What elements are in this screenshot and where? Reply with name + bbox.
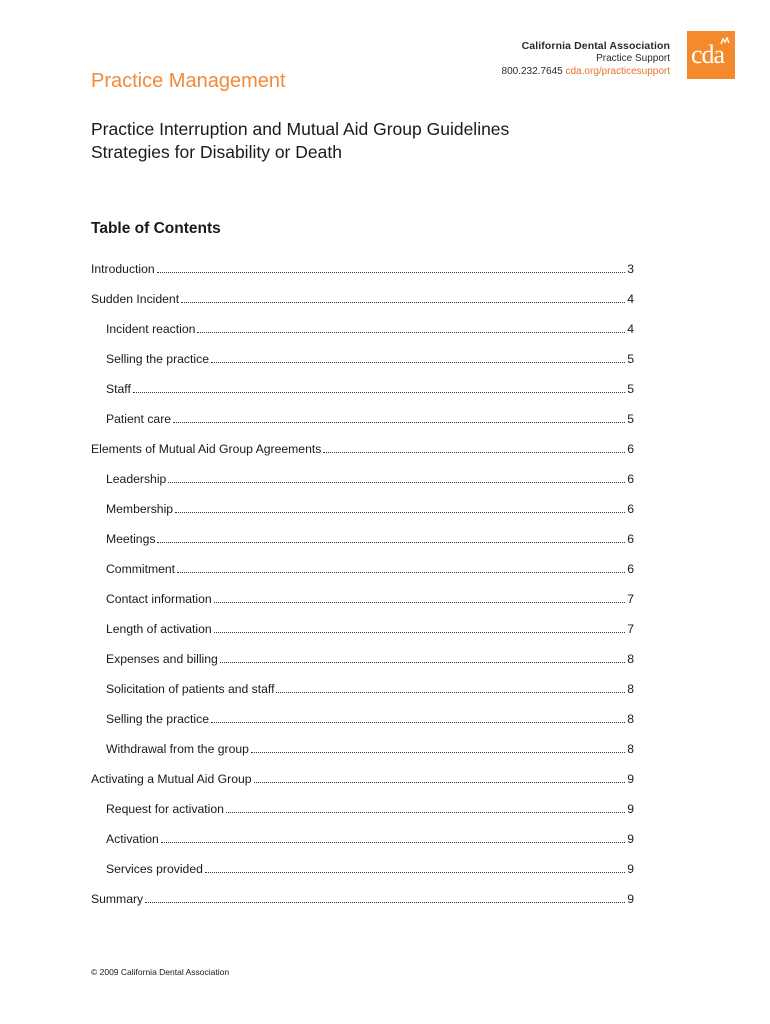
org-url: cda.org/practicesupport <box>565 66 670 77</box>
toc-leader-dots <box>168 482 625 483</box>
toc-entry[interactable] <box>91 772 634 802</box>
toc-entry[interactable] <box>91 682 634 712</box>
toc-leader-dots <box>226 812 625 813</box>
toc-entry[interactable] <box>91 352 634 382</box>
toc-entry-label[interactable]: Sudden Incident <box>91 292 180 306</box>
toc-entry[interactable] <box>91 472 634 502</box>
toc-heading: Table of Contents <box>91 220 221 237</box>
toc-entry-label[interactable]: Expenses and billing <box>106 652 218 666</box>
toc-entry-page[interactable]: 3 <box>627 262 634 276</box>
toc-leader-dots <box>251 752 625 753</box>
toc-entry-page[interactable]: 8 <box>627 742 634 756</box>
toc-entry[interactable] <box>91 382 634 412</box>
toc-entry-label[interactable]: Selling the practice <box>106 712 209 726</box>
toc-entry-label[interactable]: Services provided <box>106 862 203 876</box>
org-unit: Practice Support <box>596 53 670 64</box>
toc-entry-label[interactable]: Staff <box>106 382 131 396</box>
logo-text: cda <box>691 40 725 69</box>
toc-entry[interactable] <box>91 832 634 862</box>
toc-leader-dots <box>197 332 625 333</box>
toc-entry-page[interactable]: 7 <box>627 592 634 606</box>
toc-entry-page[interactable]: 6 <box>627 472 634 486</box>
toc-entry-label[interactable]: Incident reaction <box>106 322 196 336</box>
title-line-2: Strategies for Disability or Death <box>91 142 342 162</box>
toc-entry-page[interactable]: 5 <box>627 412 634 426</box>
toc-entry-label[interactable]: Commitment <box>106 562 176 576</box>
cda-logo <box>687 31 735 79</box>
toc-entry[interactable] <box>91 862 634 892</box>
toc-entry[interactable] <box>91 802 634 832</box>
document-title <box>91 118 509 164</box>
toc-leader-dots <box>157 272 626 273</box>
toc-leader-dots <box>276 692 625 693</box>
toc-entry-label[interactable]: Activation <box>106 832 159 846</box>
toc-entry[interactable] <box>91 742 634 772</box>
toc-leader-dots <box>133 392 625 393</box>
section-label: Practice Management <box>91 70 286 92</box>
toc-leader-dots <box>161 842 625 843</box>
toc-leader-dots <box>211 722 625 723</box>
toc-entry[interactable] <box>91 322 634 352</box>
toc-entry[interactable] <box>91 712 634 742</box>
toc-entry[interactable] <box>91 652 634 682</box>
toc-entry-page[interactable]: 6 <box>627 532 634 546</box>
toc-leader-dots <box>211 362 625 363</box>
toc-entry[interactable] <box>91 592 634 622</box>
toc-entry-label[interactable]: Selling the practice <box>106 352 209 366</box>
toc-leader-dots <box>175 512 625 513</box>
toc-leader-dots <box>157 542 625 543</box>
toc-entry-page[interactable]: 9 <box>627 832 634 846</box>
toc-entry-label[interactable]: Membership <box>106 502 174 516</box>
toc-entry[interactable] <box>91 562 634 592</box>
toc-entry-page[interactable]: 6 <box>627 442 634 456</box>
toc-entry-label[interactable]: Patient care <box>106 412 172 426</box>
toc-entry-page[interactable]: 9 <box>627 772 634 786</box>
toc-leader-dots <box>177 572 625 573</box>
toc-entry-label[interactable]: Activating a Mutual Aid Group <box>91 772 252 786</box>
toc-leader-dots <box>214 602 626 603</box>
toc-entry-page[interactable]: 4 <box>627 322 634 336</box>
toc-entry-label[interactable]: Introduction <box>91 262 155 276</box>
toc-entry-label[interactable]: Solicitation of patients and staff <box>106 682 275 696</box>
toc-entry[interactable] <box>91 892 634 922</box>
toc-entry-page[interactable]: 6 <box>627 502 634 516</box>
toc-entry-page[interactable]: 9 <box>627 802 634 816</box>
org-phone: 800.232.7645 <box>501 66 563 77</box>
toc-entry-label[interactable]: Length of activation <box>106 622 212 636</box>
toc-entry-label[interactable]: Elements of Mutual Aid Group Agreements <box>91 442 322 456</box>
toc-entry-label[interactable]: Summary <box>91 892 144 906</box>
toc-leader-dots <box>181 302 625 303</box>
toc-entry-page[interactable]: 4 <box>627 292 634 306</box>
toc-entry-page[interactable]: 8 <box>627 712 634 726</box>
toc-entry-page[interactable]: 6 <box>627 562 634 576</box>
toc-entry-page[interactable]: 5 <box>627 382 634 396</box>
org-name: California Dental Association <box>521 40 670 52</box>
toc-entry-label[interactable]: Meetings <box>106 532 156 546</box>
toc-leader-dots <box>173 422 625 423</box>
copyright-footer: © 2009 California Dental Association <box>91 967 230 977</box>
toc-entry[interactable] <box>91 532 634 562</box>
org-header <box>502 40 670 78</box>
title-line-1: Practice Interruption and Mutual Aid Group Guidelines <box>91 119 510 139</box>
toc-leader-dots <box>205 872 625 873</box>
toc-entry[interactable] <box>91 262 634 292</box>
toc-leader-dots <box>220 662 625 663</box>
toc-entry[interactable] <box>91 502 634 532</box>
toc-leader-dots <box>145 902 625 903</box>
toc-leader-dots <box>214 632 626 633</box>
toc-entry-page[interactable]: 7 <box>627 622 634 636</box>
toc-entry-page[interactable]: 8 <box>627 682 634 696</box>
toc-entry-page[interactable]: 9 <box>627 892 634 906</box>
table-of-contents <box>91 262 634 922</box>
toc-entry-label[interactable]: Contact information <box>106 592 212 606</box>
toc-leader-dots <box>323 452 625 453</box>
toc-entry[interactable] <box>91 412 634 442</box>
toc-entry-page[interactable]: 9 <box>627 862 634 876</box>
org-contact <box>502 65 670 78</box>
toc-entry-page[interactable]: 5 <box>627 352 634 366</box>
toc-entry[interactable] <box>91 292 634 322</box>
toc-entry[interactable] <box>91 442 634 472</box>
toc-entry-label[interactable]: Withdrawal from the group <box>106 742 249 756</box>
toc-entry[interactable] <box>91 622 634 652</box>
toc-leader-dots <box>254 782 626 783</box>
toc-entry-label[interactable]: Leadership <box>106 472 167 486</box>
toc-entry-label[interactable]: Request for activation <box>106 802 224 816</box>
toc-entry-page[interactable]: 8 <box>627 652 634 666</box>
